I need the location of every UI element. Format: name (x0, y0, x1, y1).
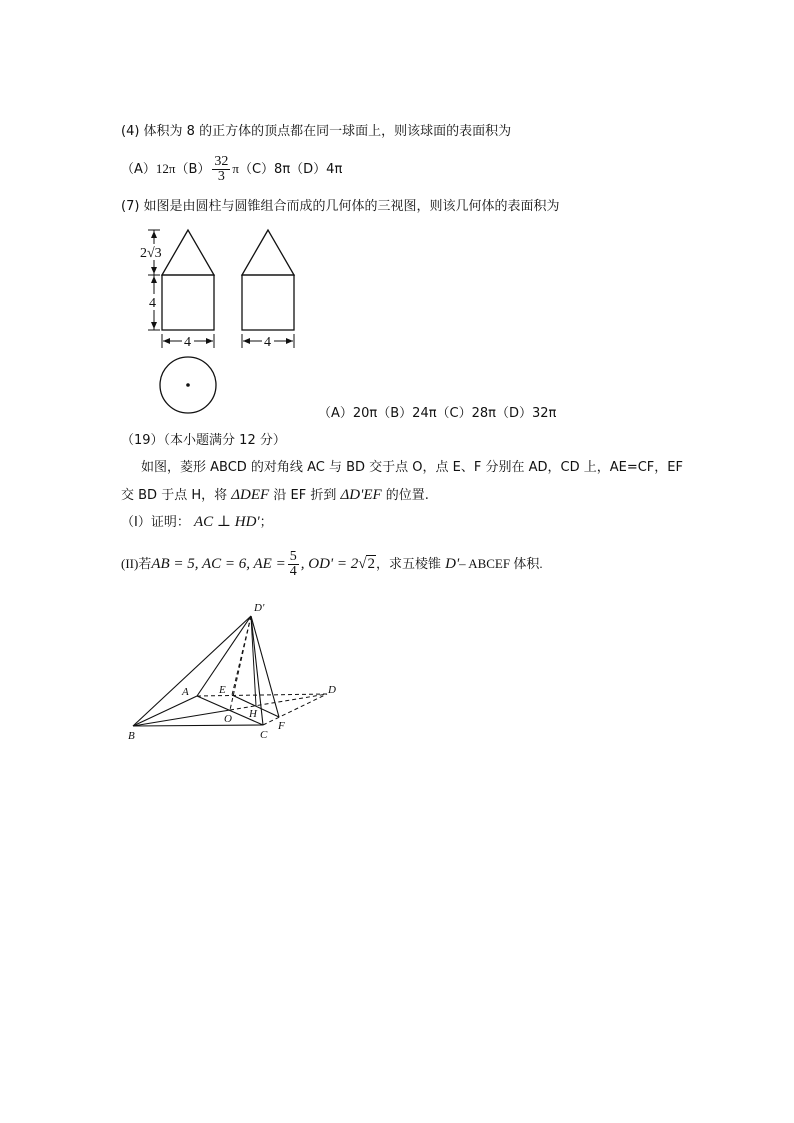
q4-option-b-pi: π (232, 161, 239, 176)
q19-part1 (121, 513, 273, 532)
arrow-down-icon (151, 322, 157, 329)
fraction-numerator: 5 (289, 549, 297, 564)
part2-math: , OD' = 2 (300, 556, 359, 572)
q19-header: （19）（本小题满分 12 分） (121, 433, 286, 448)
label-A: A (182, 686, 189, 698)
edge-BC (133, 725, 263, 726)
arrow-right-icon (286, 338, 293, 344)
arrow-right-icon (206, 338, 213, 344)
label-F: F (278, 720, 285, 732)
edge-AD (197, 694, 327, 696)
q7-stem: (7) 如图是由圆柱与圆锥组合而成的几何体的三视图，则该几何体的表面积为 (121, 199, 560, 214)
part1-end: ； (259, 515, 273, 530)
label-D: D (328, 684, 336, 696)
side-view-cylinder (242, 275, 294, 330)
label-B: B (128, 730, 135, 742)
sqrt-radicand: 2 (367, 556, 375, 572)
q4-option-a-label: （A） (121, 162, 156, 177)
label-E: E (219, 684, 226, 696)
q4-stem: (4) 体积为 8 的正方体的顶点都在同一球面上，则该球面的表面积为 (121, 124, 512, 139)
fraction-numerator: 32 (214, 154, 229, 169)
cylinder-height-label: 4 (149, 296, 156, 311)
three-view-diagram (130, 224, 330, 419)
diagonal-OD (230, 694, 327, 710)
side-view-cone (242, 230, 294, 275)
label-H: H (249, 708, 257, 720)
edge-BA (133, 696, 197, 726)
ae-fraction (288, 550, 299, 579)
fraction-denominator: 3 (217, 169, 225, 184)
top-view-center-dot (186, 383, 190, 387)
arrow-left-icon (243, 338, 250, 344)
arrow-left-icon (163, 338, 170, 344)
edge-DpF (251, 616, 279, 717)
q4-option-cd: （C）8π（D）4π (238, 162, 343, 177)
triangle-def: ΔDEF (231, 487, 270, 503)
part2-label: (II)若 (121, 556, 152, 571)
front-width-label: 4 (184, 335, 191, 350)
q4-option-b-fraction (212, 155, 230, 184)
q19-body-text: 的位置. (385, 488, 429, 503)
cone-height-label: 2√3 (140, 246, 162, 261)
label-C: C (260, 729, 268, 741)
edge-CD (263, 694, 327, 725)
q19-part2 (121, 546, 543, 582)
label-O: O (224, 713, 232, 725)
q4-option-b-label: （B） (175, 162, 211, 177)
q7-options: （A）20π（B）24π（C）28π（D）32π (318, 406, 557, 421)
q4-option-a-value: 12π (155, 161, 176, 176)
front-view-cone (162, 230, 214, 275)
pyramid-figure (120, 598, 360, 748)
arrow-up-icon (151, 231, 157, 238)
edge-DpE (232, 616, 251, 695)
part2-math: AB = 5, AC = 6, AE = (151, 556, 286, 572)
q19-body-text: 交 BD 于点 H，将 (121, 488, 228, 503)
arrow-down-icon (151, 267, 157, 274)
part2-apex: D' (445, 556, 460, 572)
label-Dprime: D' (254, 602, 265, 614)
part1-math: AC ⊥ HD' (193, 514, 260, 530)
side-width-label: 4 (264, 335, 271, 350)
q19-body-line2 (121, 486, 429, 505)
q19-body-line1: 如图，菱形 ABCD 的对角线 AC 与 BD 交于点 O，点 E、F 分别在 AD，CD 上，AE=CF，EF (141, 460, 683, 475)
fraction-denominator: 4 (289, 564, 297, 579)
part2-text: ，求五棱锥 (375, 557, 441, 572)
triangle-dprime-ef: ΔD'EF (340, 487, 382, 503)
arrow-up-icon (151, 276, 157, 283)
front-view-cylinder (162, 275, 214, 330)
part1-label: （I）证明： (121, 515, 190, 530)
part2-text: – ABCEF 体积. (459, 556, 543, 571)
sqrt-two: √2 (358, 556, 375, 572)
q4-options (121, 152, 342, 186)
q19-body-text: 沿 EF 折到 (273, 488, 337, 503)
